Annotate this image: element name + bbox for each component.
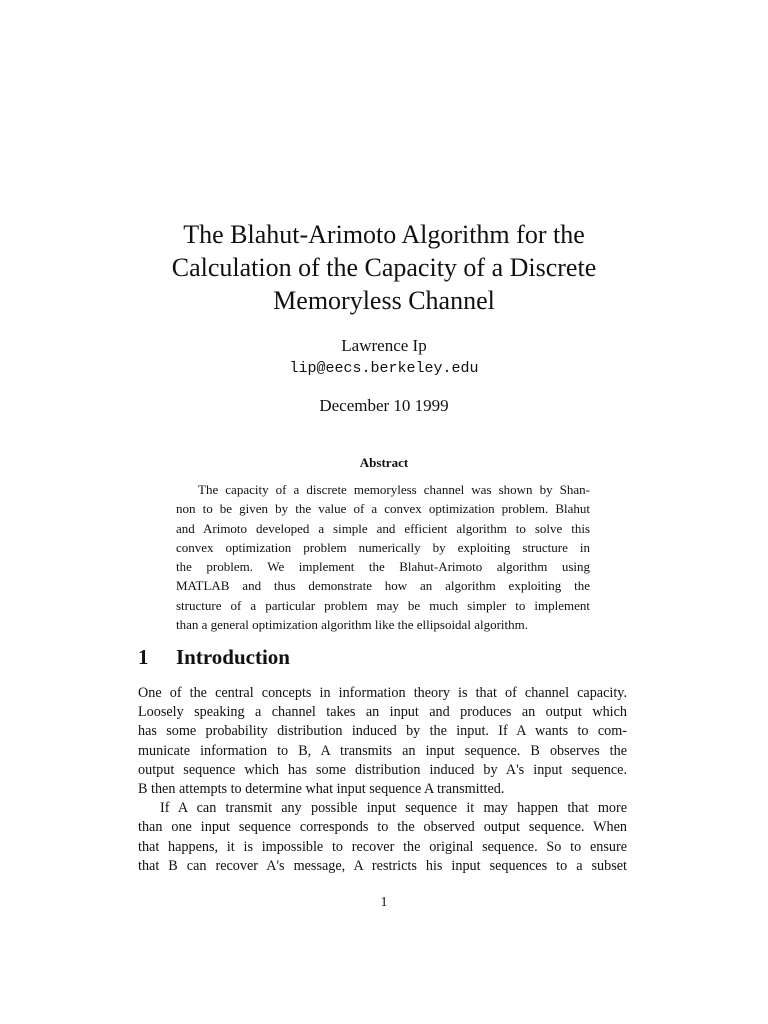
abstract-line: and Arimoto developed a simple and efficient algorithm to solve this (176, 520, 590, 536)
section-heading (138, 645, 290, 670)
author-email: lip@eecs.berkeley.edu (289, 360, 479, 377)
author-name: Lawrence Ip (341, 336, 427, 355)
body-line: Loosely speaking a channel takes an input and produces an output which (138, 704, 627, 721)
section-number: 1 (138, 645, 149, 669)
title-heading (140, 218, 628, 317)
body-line: output sequence which has some distribution induced by A's input sequence. (138, 761, 627, 778)
body-text (138, 684, 627, 876)
abstract-heading: Abstract (359, 455, 409, 470)
body-line: municate information to B, A transmits an input sequence. B observes the (138, 742, 627, 759)
body-line: One of the central concepts in information theory is that of channel capacity. (138, 685, 627, 701)
body-line: that B can recover A's message, A restricts his input sequences to a subset (138, 857, 627, 874)
title-line: Calculation of the Capacity of a Discrete (171, 253, 597, 282)
body-line: has some probability distribution induced by the input. If A wants to com- (138, 723, 627, 740)
page-number: 1 (380, 895, 388, 910)
publication-date: December 10 1999 (319, 396, 449, 415)
abstract-body (176, 480, 590, 634)
abstract-line: structure of a particular problem may be much simpler to implement (176, 597, 590, 613)
body-line: If A can transmit any possible input sequence it may happen that more (160, 800, 627, 817)
paper-title (140, 218, 628, 317)
title-line: The Blahut-Arimoto Algorithm for the (183, 220, 585, 249)
abstract-line: the problem. We implement the Blahut-Arimoto algorithm using (176, 559, 590, 575)
title-line: Memoryless Channel (273, 286, 495, 315)
body-line: that happens, it is impossible to recover the original sequence. So to ensure (138, 838, 627, 855)
body-line: than one input sequence corresponds to the observed output sequence. When (138, 819, 627, 836)
abstract-line: than a general optimization algorithm like the ellipsoidal algorithm. (176, 617, 528, 633)
abstract-line: The capacity of a discrete memoryless channel was shown by Shan- (198, 482, 590, 497)
body-line: B then attempts to determine what input sequence A transmitted. (138, 781, 505, 798)
section-title: Introduction (176, 645, 290, 669)
abstract-line: MATLAB and thus demonstrate how an algorithm exploiting the (176, 578, 590, 594)
abstract-line: non to be given by the value of a convex optimization problem. Blahut (176, 501, 590, 517)
abstract-line: convex optimization problem numerically by exploiting structure in (176, 539, 590, 555)
